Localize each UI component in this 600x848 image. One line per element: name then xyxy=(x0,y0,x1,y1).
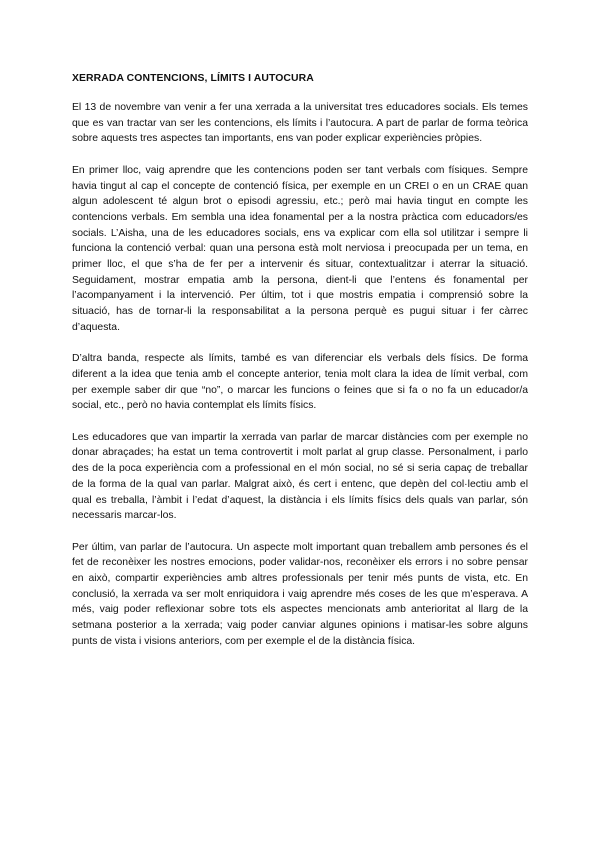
document-page xyxy=(72,72,528,665)
paragraph-intro: El 13 de novembre van venir a fer una xerrada a la universitat tres educadores socials. Els temes que es van tractar van ser les contencions, els límits i l’autocura. A part de parlar de forma teòrica sobre aquests tres aspectes tan importants, ens van poder explicar experiències pròpies. xyxy=(72,102,528,145)
paragraph-distancies: Les educadores que van impartir la xerrada van parlar de marcar distàncies com per exemple no donar abraçades; ha estat un tema controvertit i molt parlat al grup classe. Personalment, i parlo des de la poca experiència com a professional en el món social, no sé si seria capaç de treballar de la forma de la qual van parlar. Malgrat això, és cert i entenc, que depèn del col·lectiu amb el qual es treballa, l’àmbit i l’edat d’aquest, la distància i els límits físics dels quals van parlar, són necessaris marcar-los. xyxy=(72,431,528,522)
paragraph-limits: D’altra banda, respecte als límits, també es van diferenciar els verbals dels físics. De forma diferent a la idea que tenia amb el concepte anterior, tenia molt clara la idea de límit verbal, com per exemple saber dir que “no”, o marcar les funcions o feines que si fa o no fa un educador/a social, etc., però no havia contemplat els límits físics. xyxy=(72,353,528,412)
paragraph-contencions: En primer lloc, vaig aprendre que les contencions poden ser tant verbals com físiques. Sempre havia tingut al cap el concepte de contenció física, per exemple en un CREI o en un CRAE quan algun adolescent té algun brot o episodi agressiu, etc.; però mai havia tingut en compte les contencions verbals. Em sembla una idea fonamental per a la nostra pràctica com educadors/es socials. L’Aisha, una de les educadores socials, ens va explicar com ella sol utilitzar i sempre li funciona la contenció verbal: quan una persona està molt nerviosa i preocupada per un tema, en primer lloc, el que s’ha de fer per a intervenir és situar, contextualitzar i aterrar la situació. Seguidament, mostrar empatia amb la persona, dient-li que l’entens és fonamental per l’acompanyament i la intervenció. Per últim, tot i que mostris empatia i comprensió sobre la situació, has de tornar-li la responsabilitat a la persona perquè es pugui situar i fer càrrec d’aquesta. xyxy=(72,164,528,333)
document-title: XERRADA CONTENCIONS, LÍMITS I AUTOCURA xyxy=(72,73,314,84)
paragraph-autocura: Per últim, van parlar de l’autocura. Un aspecte molt important quan treballem amb persones és el fet de reconèixer les nostres emocions, poder validar-nos, reconèixer els errors i no sobre pensar en això, compartir experiències amb altres professionals per tenir més punts de vista, etc. En conclusió, la xerrada va ser molt enriquidora i vaig aprendre més coses de les que m’esperava. A més, vaig poder reflexionar sobre tots els aspectes mencionats amb anterioritat al llarg de la setmana posterior a la xerrada; vaig poder canviar algunes opinions i matisar-les sobre alguns punts de vista i visions anteriors, com per exemple el de la distància física. xyxy=(72,541,528,647)
